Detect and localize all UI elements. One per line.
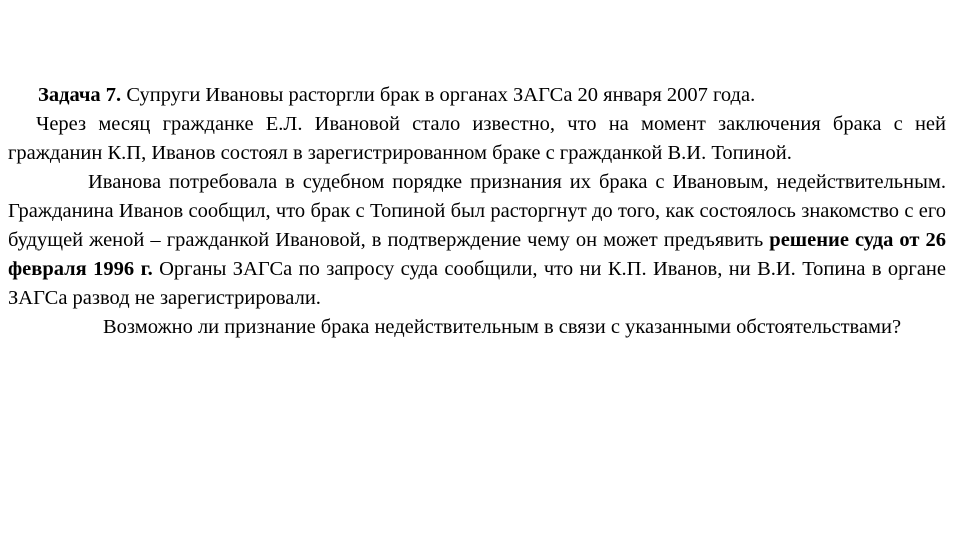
paragraph-claim bbox=[8, 168, 946, 313]
task-heading-paragraph bbox=[8, 81, 946, 110]
court-decision-emphasis: решение суда от 26 февраля 1996 г. bbox=[8, 229, 946, 280]
paragraph-claim-text: Иванова потребовала в судебном порядке признания их брака с Ивановым, недействительным. Гражданина Иванов сообщил, что брак с Топиной был расторгнут до того, как состоялось знакомство с его будущей женой – гражданкой Ивановой, в подтверждение чему он может предъявить bbox=[8, 171, 946, 251]
document-body bbox=[8, 81, 946, 342]
paragraph-claim-rest: Органы ЗАГСа по запросу суда сообщили, что ни К.П. Иванов, ни В.И. Топина в органе ЗАГСа развод не зарегистрировали. bbox=[8, 258, 946, 309]
task-intro-text: Супруги Ивановы расторгли брак в органах ЗАГСа 20 января 2007 года. bbox=[121, 84, 756, 106]
task-label: Задача 7. bbox=[38, 84, 122, 106]
paragraph-question: Возможно ли признание брака недействительным в связи с указанными обстоятельствами? bbox=[103, 316, 902, 338]
paragraph-discovery: Через месяц гражданке Е.Л. Ивановой стало известно, что на момент заключения брака с ней гражданин К.П, Иванов состоял в зарегистрированном браке с гражданкой В.И. Топиной. bbox=[8, 113, 946, 164]
